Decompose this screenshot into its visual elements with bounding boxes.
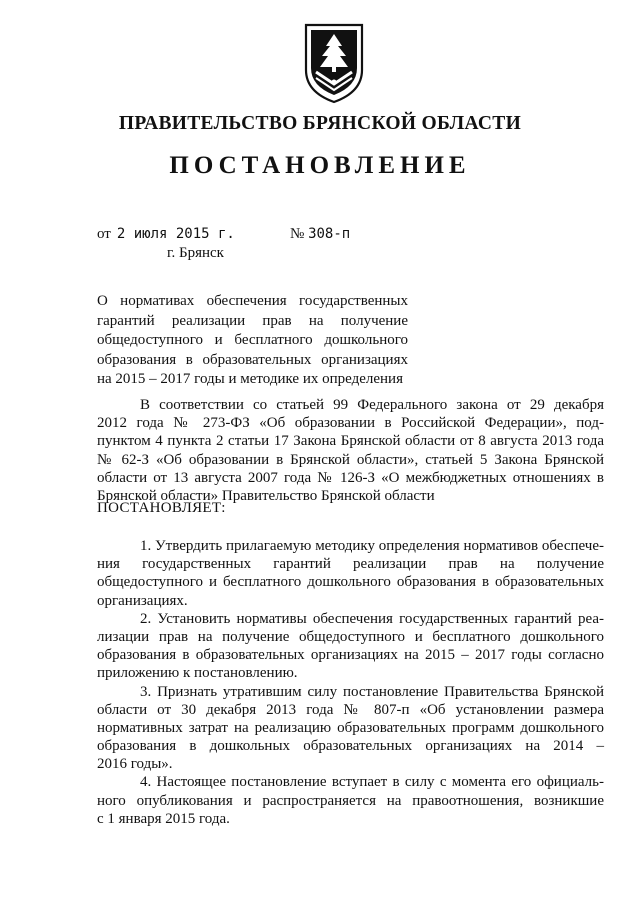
preamble-line: Брянской области» Правительство Брянской области [97,487,435,504]
date-prefix: от [97,226,111,242]
document-subject [97,292,408,390]
item-2-line: приложению к постановлению. [97,665,298,682]
document-number [290,226,350,243]
item-3-line: области от 30 декабря 2013 года № 807-п «Об установлении размера [97,701,604,718]
item-1-line: ния государственных гарантий реализации прав на получение [97,556,604,573]
item-4-line: 4. Настоящее постановление вступает в силу с момента его официаль- [140,774,604,791]
government-name: ПРАВИТЕЛЬСТВО БРЯНСКОЙ ОБЛАСТИ [118,113,522,134]
decree-items [97,537,604,828]
preamble-line: 2012 года № 273-ФЗ «Об образовании в Российской Федерации», под- [97,415,604,432]
preamble-paragraph [97,396,604,505]
subject-line: О нормативах обеспечения государственных [97,293,408,309]
number-prefix: № [290,226,305,242]
item-4-line: с 1 января 2015 года. [97,810,230,827]
preamble-line: В соответствии со статьей 99 Федерального закона от 29 декабря [140,397,604,413]
document-date [97,226,235,243]
document-city: г. Брянск [167,245,224,261]
subject-line: образования в образовательных организациях [97,351,408,368]
bryansk-region-coat-of-arms-icon [302,22,366,104]
item-3-line: 2016 годы». [97,756,173,773]
item-3-line: образования в дошкольных образовательных организациях на 2014 – [97,738,604,755]
subject-line: общедоступного и бесплатного дошкольного [97,332,408,349]
decree-word: ПОСТАНОВЛЯЕТ: [97,500,226,516]
item-3-line: нормативных затрат на реализацию образовательных программ дошкольного [97,719,604,736]
item-4-line: ного опубликования и распространяется на правоотношения, возникшие [97,792,604,809]
item-3-line: 3. Признать утратившим силу постановление Правительства Брянской [140,683,604,700]
document-type: ПОСТАНОВЛЕНИЕ [169,152,471,179]
item-1-line: 1. Утвердить прилагаемую методику определения нормативов обеспече- [140,538,604,554]
subject-line: гарантий реализации прав на получение [97,312,408,329]
preamble-line: № 62-З «Об образовании в Брянской области», статьей 5 Закона Брянской [97,451,604,468]
number-value: 308-п [308,226,351,242]
preamble-line: области от 13 августа 2007 года № 126-З «О межбюджетных отношениях в [97,469,604,486]
item-2-line: 2. Установить нормативы обеспечения государственных гарантий реа- [140,610,604,627]
item-2-line: лизации прав на получение общедоступного и бесплатного дошкольного [97,628,604,645]
item-1-line: организациях. [97,592,188,609]
item-1-line: общедоступного и бесплатного дошкольного образования в образовательных [97,574,604,591]
subject-line: на 2015 – 2017 годы и методике их определения [97,371,403,388]
date-value: 2 июля 2015 г. [116,226,235,242]
item-2-line: образования в образовательных организациях на 2015 – 2017 годы согласно [97,647,604,664]
preamble-line: пунктом 4 пункта 2 статьи 17 Закона Брянской области от 8 августа 2013 года [97,433,604,450]
